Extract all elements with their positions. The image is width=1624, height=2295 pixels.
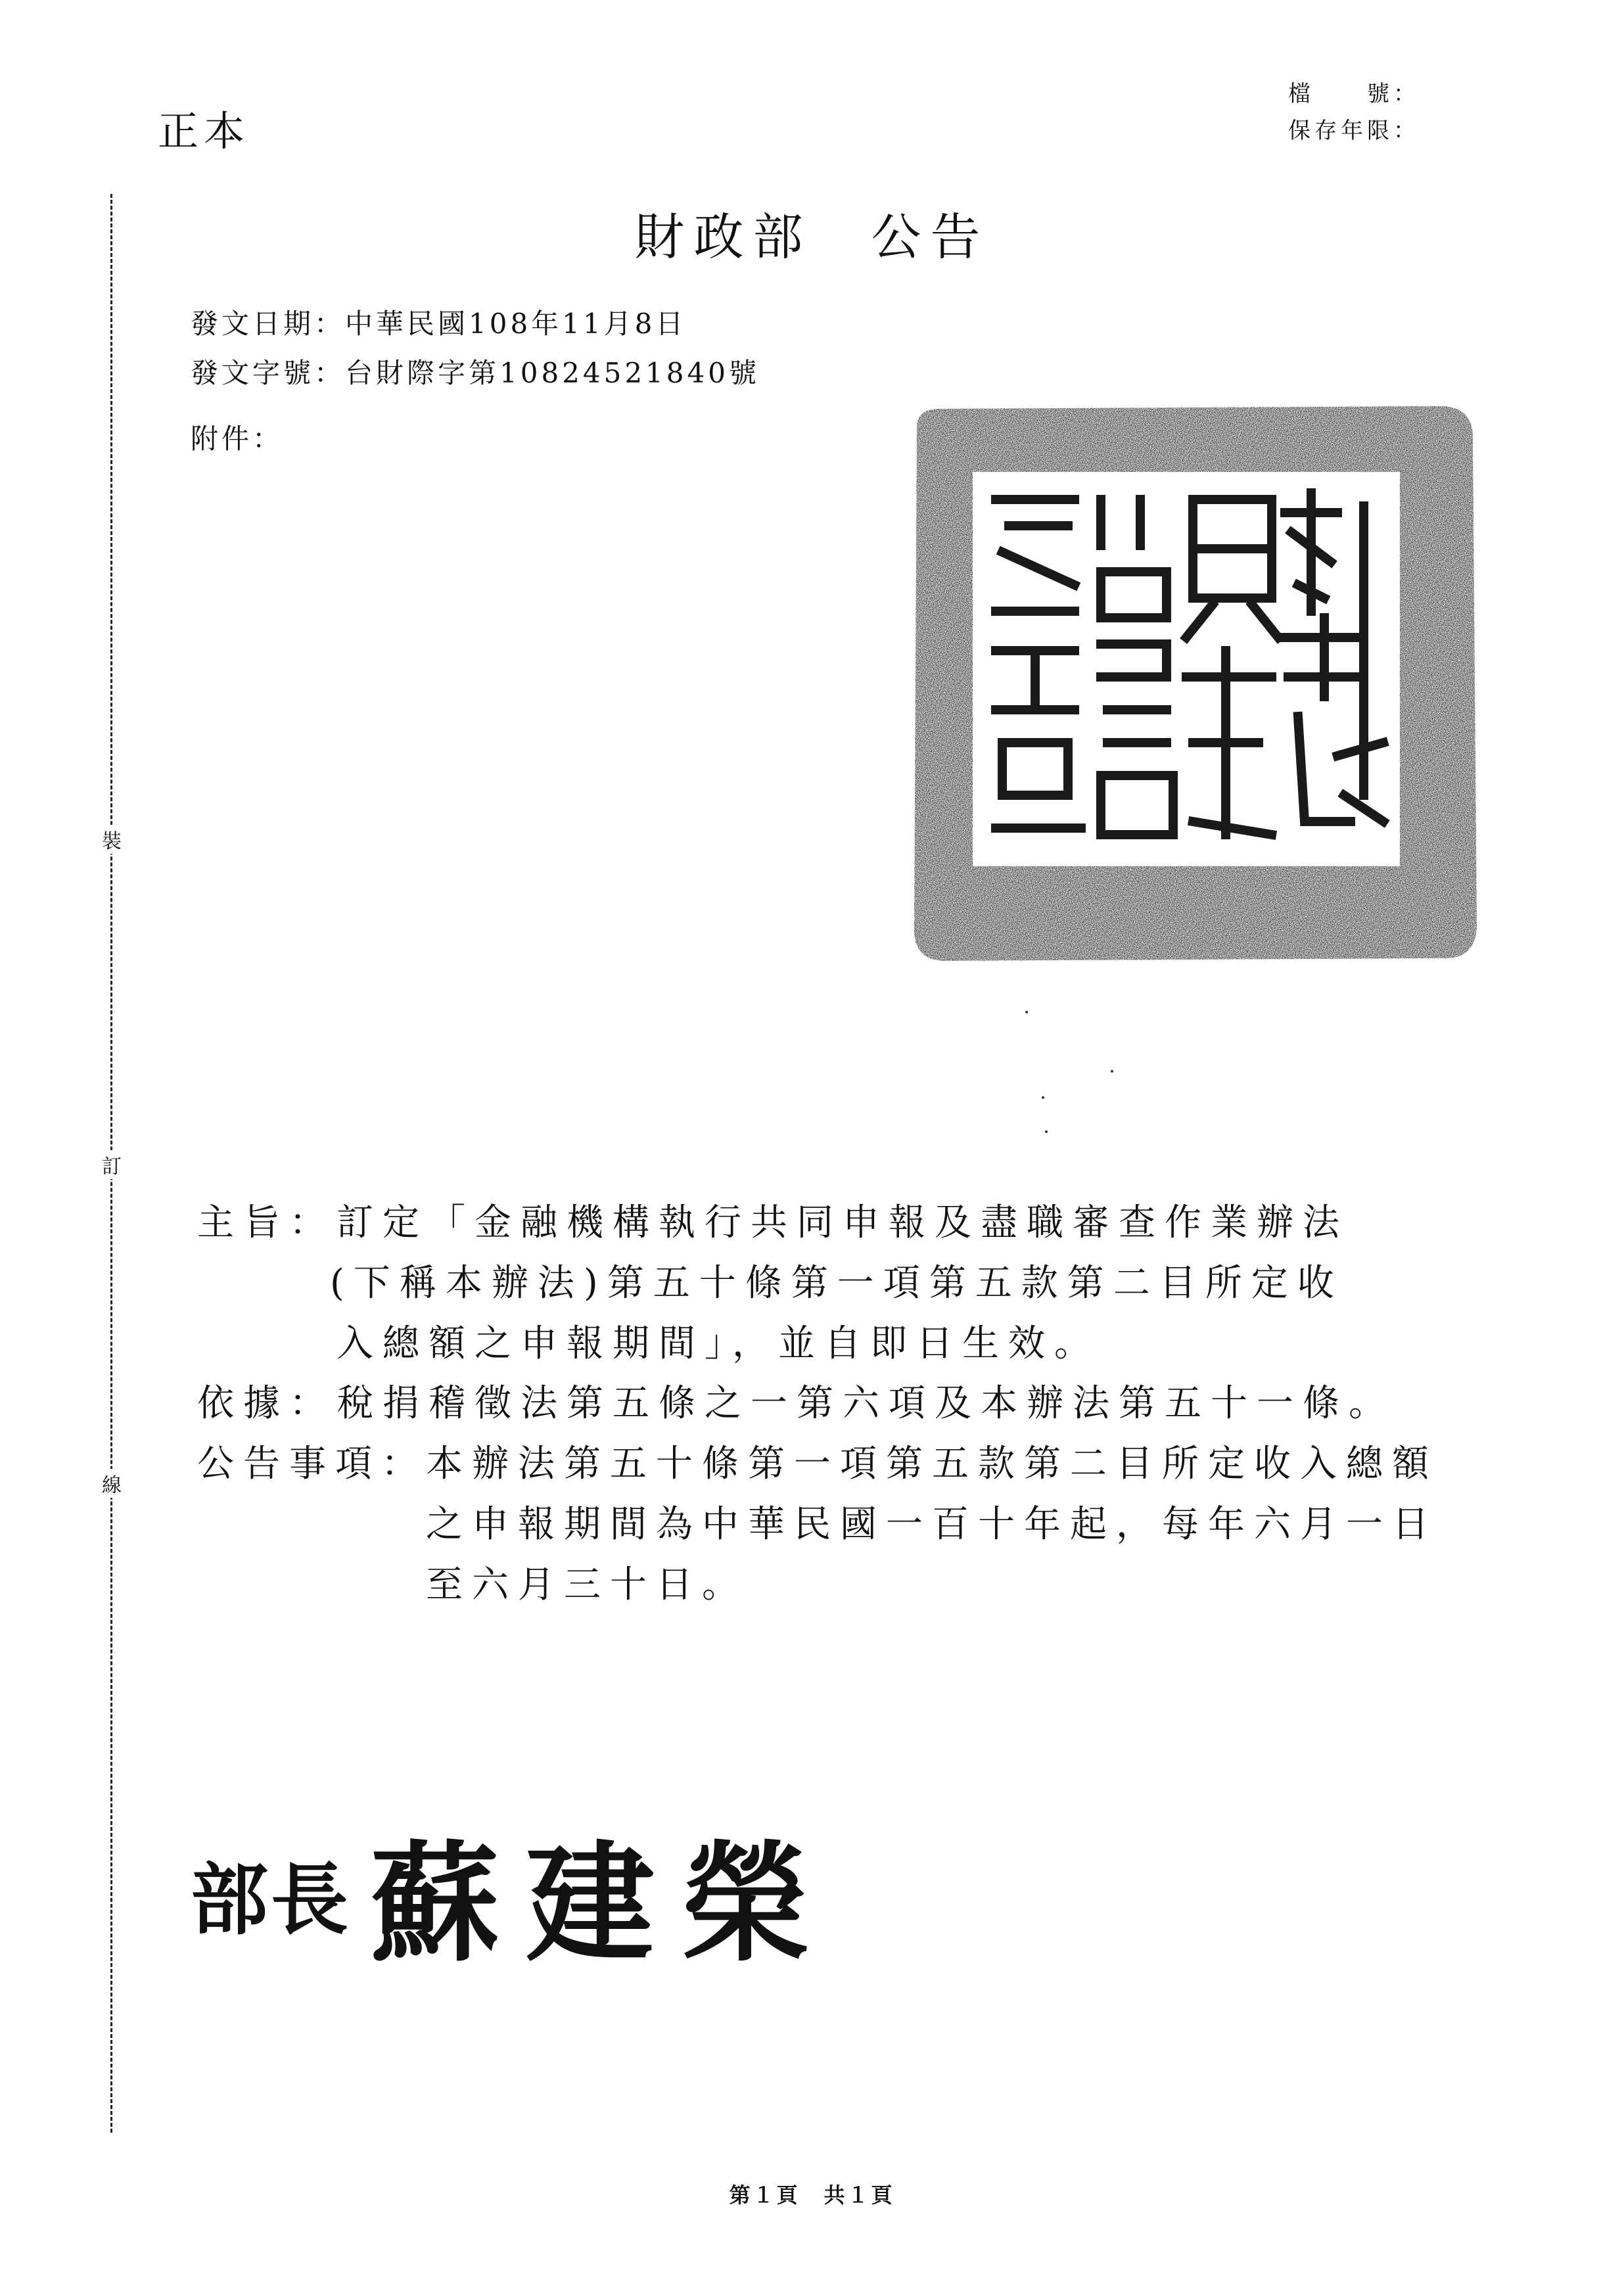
- subject-line-3: 入總額之申報期間」，並自即日生效。: [336, 1322, 1100, 1365]
- page-title: [0, 197, 1624, 269]
- subject-line-2: (下稱本辦法)第五十條第一項第五款第二目所定收: [330, 1262, 1343, 1305]
- binding-mark-xian: 線: [99, 1469, 125, 1498]
- basis-line-1: 稅捐稽徵法第五條之一第六項及本辦法第五十一條。: [336, 1382, 1395, 1425]
- notice-line-3: 至六月三十日。: [426, 1564, 748, 1606]
- binding-mark-zhuang: 裝: [99, 825, 125, 854]
- issue-date: 發文日期：中華民國108年11月8日: [191, 308, 687, 340]
- scan-speck: [1042, 1096, 1044, 1099]
- scan-speck: [1025, 1011, 1028, 1013]
- signatory-title: 部長: [191, 1854, 352, 1945]
- subject-line-1: 訂定「金融機構執行共同申報及盡職審查作業辦法: [336, 1201, 1349, 1244]
- page-number: 第１頁 共１頁: [729, 2183, 895, 2208]
- signatory-name: 蘇建榮: [371, 1830, 837, 1980]
- retention-label: 保存年限：: [1288, 118, 1420, 144]
- signature-block: [191, 1801, 836, 1986]
- file-number-label: 檔 號：: [1288, 81, 1420, 107]
- attachment-label: 附件：: [191, 423, 284, 455]
- scan-speck: [1045, 1130, 1048, 1133]
- binding-mark-ding: 訂: [99, 1150, 125, 1179]
- official-seal: [904, 401, 1482, 966]
- scan-speck: [1111, 1070, 1113, 1073]
- issue-number: 發文字號：台財際字第10824521840號: [191, 357, 760, 389]
- doc-type: 公告: [871, 208, 990, 266]
- file-meta: [1288, 76, 1420, 149]
- subject-label: 主旨：: [197, 1201, 335, 1244]
- agency-name: 財政部: [634, 208, 812, 266]
- basis-label: 依據：: [197, 1382, 335, 1425]
- notice-line-1: 本辦法第五十條第一項第五款第二目所定收入總額: [426, 1443, 1438, 1485]
- notice-line-2: 之申報期間為中華民國一百十年起，每年六月一日: [426, 1503, 1438, 1546]
- notice-label: 公告事項：: [197, 1443, 427, 1485]
- copy-type-label: 正本: [158, 107, 250, 155]
